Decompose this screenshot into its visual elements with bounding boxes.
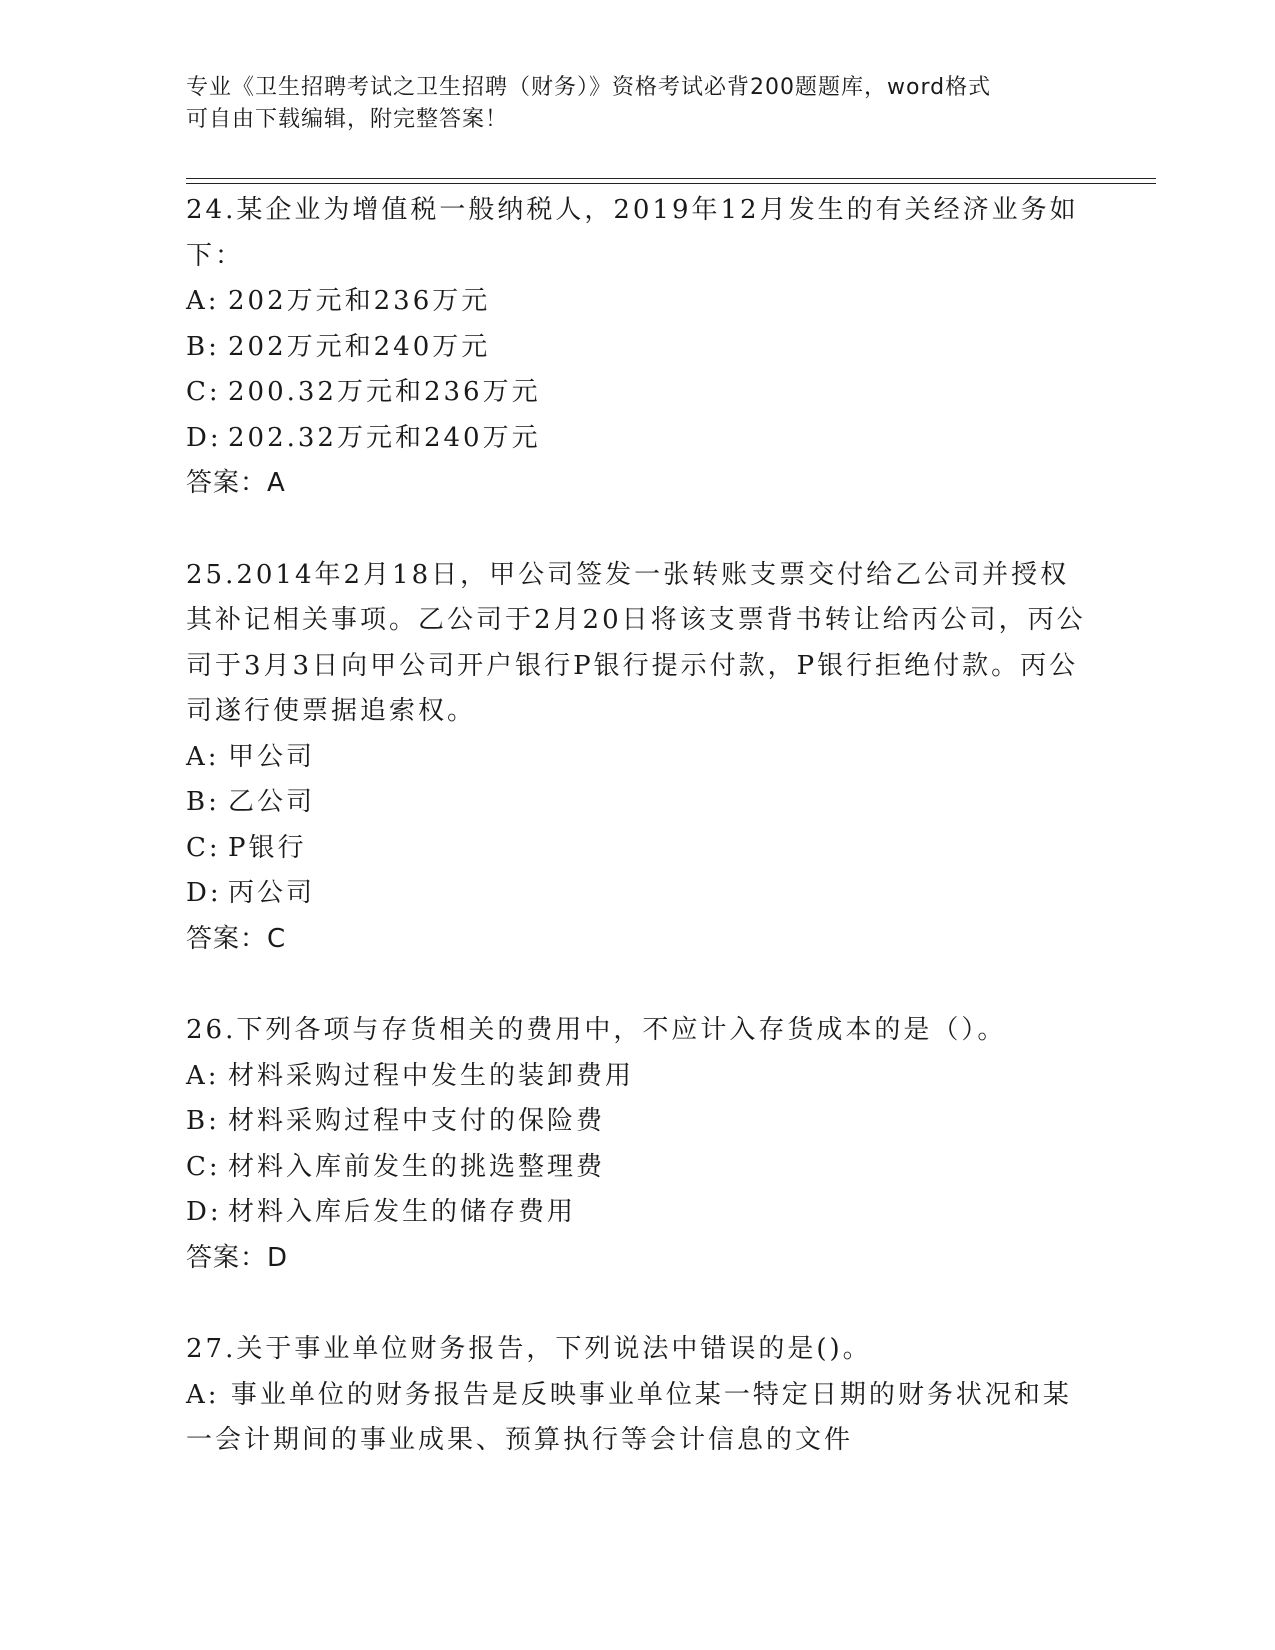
- option-text: 202万元和240万元: [228, 331, 491, 362]
- question-25: [186, 553, 1086, 963]
- option-c: [186, 1145, 1086, 1191]
- header-line-2: 可自由下载编辑，附完整答案！: [186, 107, 509, 132]
- option-text: 200.32万元和236万元: [228, 377, 541, 407]
- option-text: 乙公司: [228, 787, 316, 817]
- option-label: D:: [186, 422, 222, 453]
- question-27: [186, 1327, 1086, 1464]
- option-text: 材料采购过程中支付的保险费: [228, 1106, 606, 1136]
- option-a: [186, 279, 1086, 325]
- option-d: [186, 871, 1086, 917]
- question-24: [186, 188, 1086, 507]
- header-line-1: 专业《卫生招聘考试之卫生招聘（财务）》资格考试必背200题题库，word格式: [186, 75, 992, 100]
- question-26: [186, 1008, 1086, 1281]
- option-a: [186, 1054, 1086, 1100]
- option-text: 丙公司: [228, 878, 316, 908]
- option-label: A:: [186, 1060, 220, 1091]
- option-text: 材料采购过程中发生的装卸费用: [228, 1060, 635, 1091]
- option-label: C:: [186, 832, 221, 863]
- option-label: A:: [186, 1379, 220, 1410]
- option-label: B:: [186, 1106, 220, 1136]
- option-label: C:: [186, 1151, 221, 1182]
- header-divider-bottom: [186, 183, 1156, 184]
- option-c: [186, 826, 1086, 872]
- option-label: B:: [186, 787, 220, 817]
- option-label: D:: [186, 1197, 222, 1227]
- option-label: A:: [186, 741, 220, 772]
- question-text: 27.关于事业单位财务报告，下列说法中错误的是()。: [186, 1334, 872, 1364]
- question-text: 24.某企业为增值税一般纳税人，2019年12月发生的有关经济业务如下：: [186, 195, 1079, 271]
- answer: 答案：D: [186, 1242, 289, 1273]
- option-label: B:: [186, 331, 220, 362]
- option-b: [186, 325, 1086, 371]
- option-label: A:: [186, 286, 220, 316]
- option-text: 甲公司: [228, 741, 316, 772]
- option-b: [186, 780, 1086, 826]
- option-c: [186, 370, 1086, 416]
- option-text: 事业单位的财务报告是反映事业单位某一特定日期的财务状况和某一会计期间的事业成果、预算执行等会计信息的文件: [186, 1379, 1072, 1455]
- option-a: [186, 1373, 1086, 1464]
- question-text: 25.2014年2月18日，甲公司签发一张转账支票交付给乙公司并授权其补记相关事项。乙公司于2月20日将该支票背书转让给丙公司，丙公司于3月3日向甲公司开户银行P银行提示付款，P银行拒绝付款。丙公司遂行使票据追索权。: [186, 559, 1086, 726]
- option-a: [186, 735, 1086, 781]
- option-d: [186, 1190, 1086, 1236]
- option-text: 202万元和236万元: [228, 286, 491, 316]
- option-text: 材料入库后发生的储存费用: [228, 1197, 577, 1227]
- option-b: [186, 1099, 1086, 1145]
- option-label: C:: [186, 377, 221, 407]
- document-header: [186, 72, 1066, 136]
- header-divider-top: [186, 178, 1156, 179]
- answer: 答案：C: [186, 923, 287, 954]
- option-text: 202.32万元和240万元: [228, 422, 541, 453]
- option-text: 材料入库前发生的挑选整理费: [228, 1151, 606, 1182]
- question-list: [186, 188, 1086, 1510]
- option-label: D:: [186, 878, 222, 908]
- question-text: 26.下列各项与存货相关的费用中，不应计入存货成本的是（）。: [186, 1015, 1007, 1045]
- option-d: [186, 416, 1086, 462]
- answer: 答案：A: [186, 468, 286, 498]
- option-text: P银行: [228, 832, 307, 863]
